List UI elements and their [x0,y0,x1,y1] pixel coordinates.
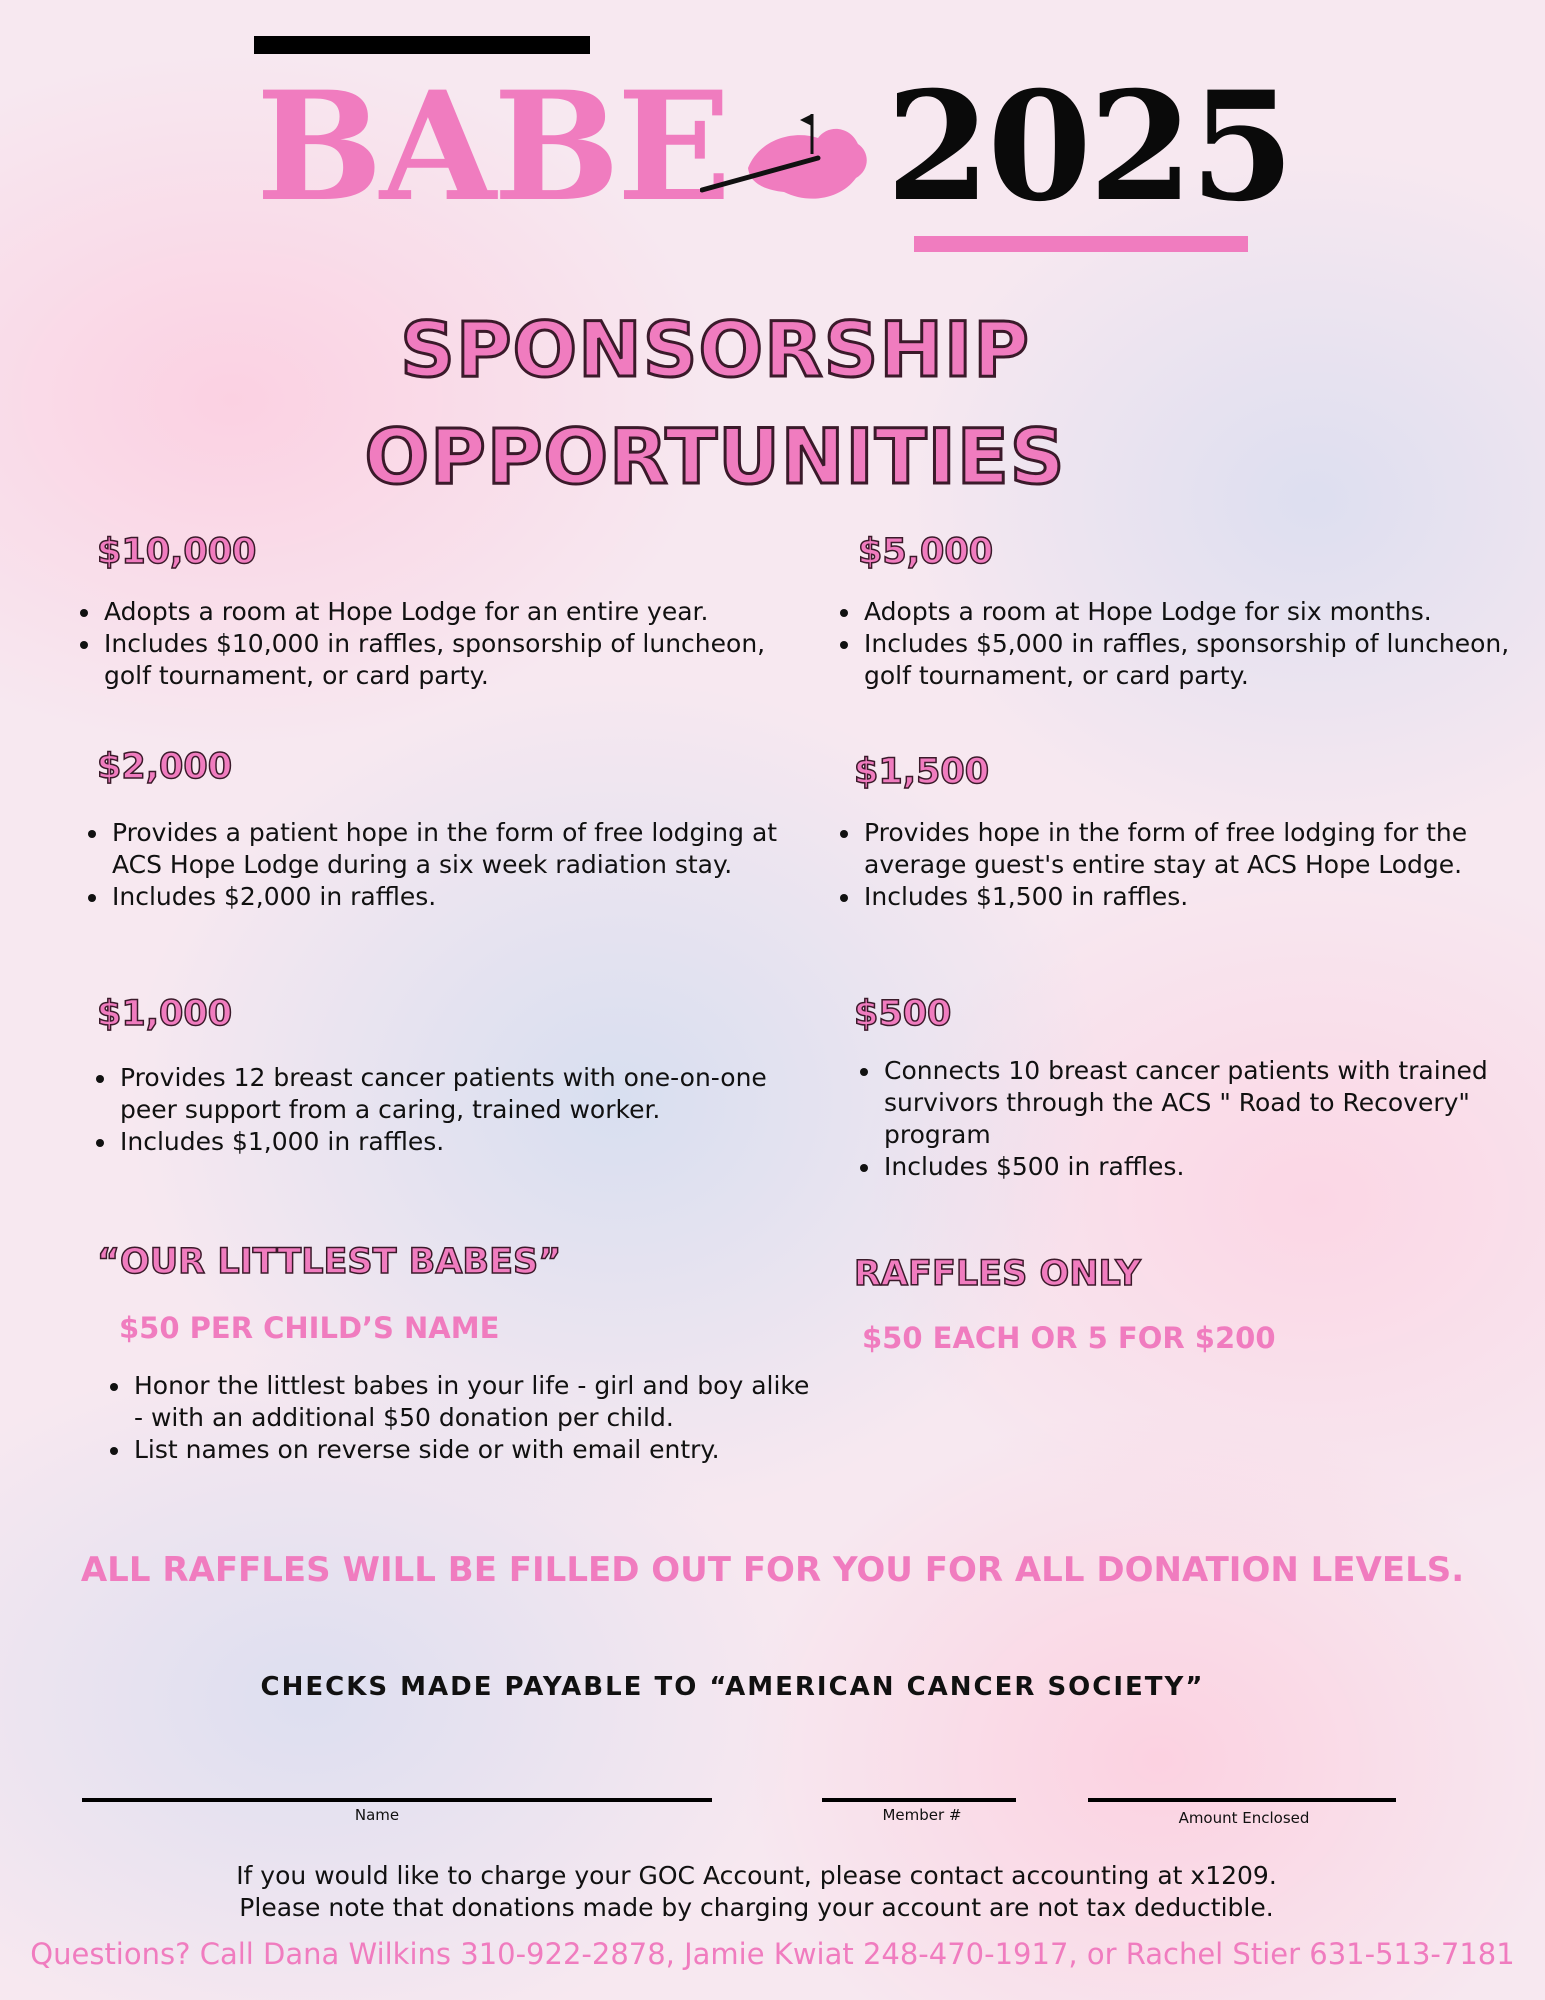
level-price-500: $500 [854,994,952,1034]
level-bullets-1000 [86,1062,818,1158]
list-item: • Includes $1,000 in raffles. [118,1126,818,1158]
level-bullets-2000 [78,817,810,913]
questions-contact-line: Questions? Call Dana Wilkins 310-922-2878, Jamie Kwiat 248-470-1917, or Rachel Stier 631-513-7181 [30,1937,1515,1971]
level-price-10000: $10,000 [97,532,257,572]
member-field-line[interactable] [822,1798,1016,1802]
list-item: • Provides a patient hope in the form of free lodging at ACS Hope Lodge during a six week radiation stay. [110,817,810,881]
level-price-2000: $2,000 [97,747,233,787]
level-bullets-5000 [830,596,1522,692]
list-item: • Connects 10 breast cancer patients with trained survivors through the ACS " Road to Recovery" program [882,1055,1532,1151]
page-title-line1: SPONSORSHIP [400,305,1030,394]
brand-wordmark: BABE [256,59,729,235]
list-item: • Provides hope in the form of free lodging for the average guest's entire stay at ACS Hope Lodge. [862,817,1532,881]
charge-note-line2: Please note that donations made by charging your account are not tax deductible. [239,1893,1274,1922]
raffles-only-price: $50 EACH OR 5 FOR $200 [862,1321,1276,1355]
golf-green-flag-icon [700,108,872,204]
level-bullets-500 [850,1055,1532,1183]
raffle-note: ALL RAFFLES WILL BE FILLED OUT FOR YOU FOR ALL DONATION LEVELS. [80,1550,1465,1590]
list-item: • Adopts a room at Hope Lodge for an entire year. [102,596,782,628]
checks-payable-note: CHECKS MADE PAYABLE TO “AMERICAN CANCER SOCIETY” [260,1672,1205,1702]
littlest-babes-bullets [100,1370,812,1466]
raffles-only-title: RAFFLES ONLY [854,1254,1141,1294]
amount-field-label: Amount Enclosed [1178,1809,1310,1827]
level-price-5000: $5,000 [858,532,994,572]
amount-field-line[interactable] [1088,1798,1396,1802]
list-item: • Honor the littlest babes in your life - girl and boy alike - with an additional $50 donation per child. [132,1370,812,1434]
list-item: • Includes $1,500 in raffles. [862,881,1532,913]
list-item: • List names on reverse side or with email entry. [132,1434,812,1466]
level-price-1500: $1,500 [854,752,990,792]
page-title-line2: OPPORTUNITIES [364,412,1066,501]
level-bullets-10000 [70,596,782,692]
littlest-babes-title: “OUR LITTLEST BABES” [97,1242,562,1282]
name-field-line[interactable] [82,1798,712,1802]
littlest-babes-price: $50 PER CHILD’S NAME [119,1311,500,1345]
list-item: • Includes $500 in raffles. [882,1151,1532,1183]
member-field-label: Member # [882,1806,962,1824]
list-item: • Includes $2,000 in raffles. [110,881,810,913]
list-item: • Adopts a room at Hope Lodge for six months. [862,596,1522,628]
level-bullets-1500 [830,817,1532,913]
name-field-label: Name [354,1806,400,1824]
header-bottom-rule [914,236,1248,252]
header-top-rule [254,36,590,54]
level-price-1000: $1,000 [97,994,233,1034]
charge-note-line1: If you would like to charge your GOC Account, please contact accounting at x1209. [236,1861,1277,1890]
list-item: • Includes $5,000 in raffles, sponsorship of luncheon, golf tournament, or card party. [862,628,1522,692]
list-item: • Provides 12 breast cancer patients with one-on-one peer support from a caring, trained worker. [118,1062,818,1126]
list-item: • Includes $10,000 in raffles, sponsorship of luncheon, golf tournament, or card party. [102,628,782,692]
event-year: 2025 [886,59,1292,235]
